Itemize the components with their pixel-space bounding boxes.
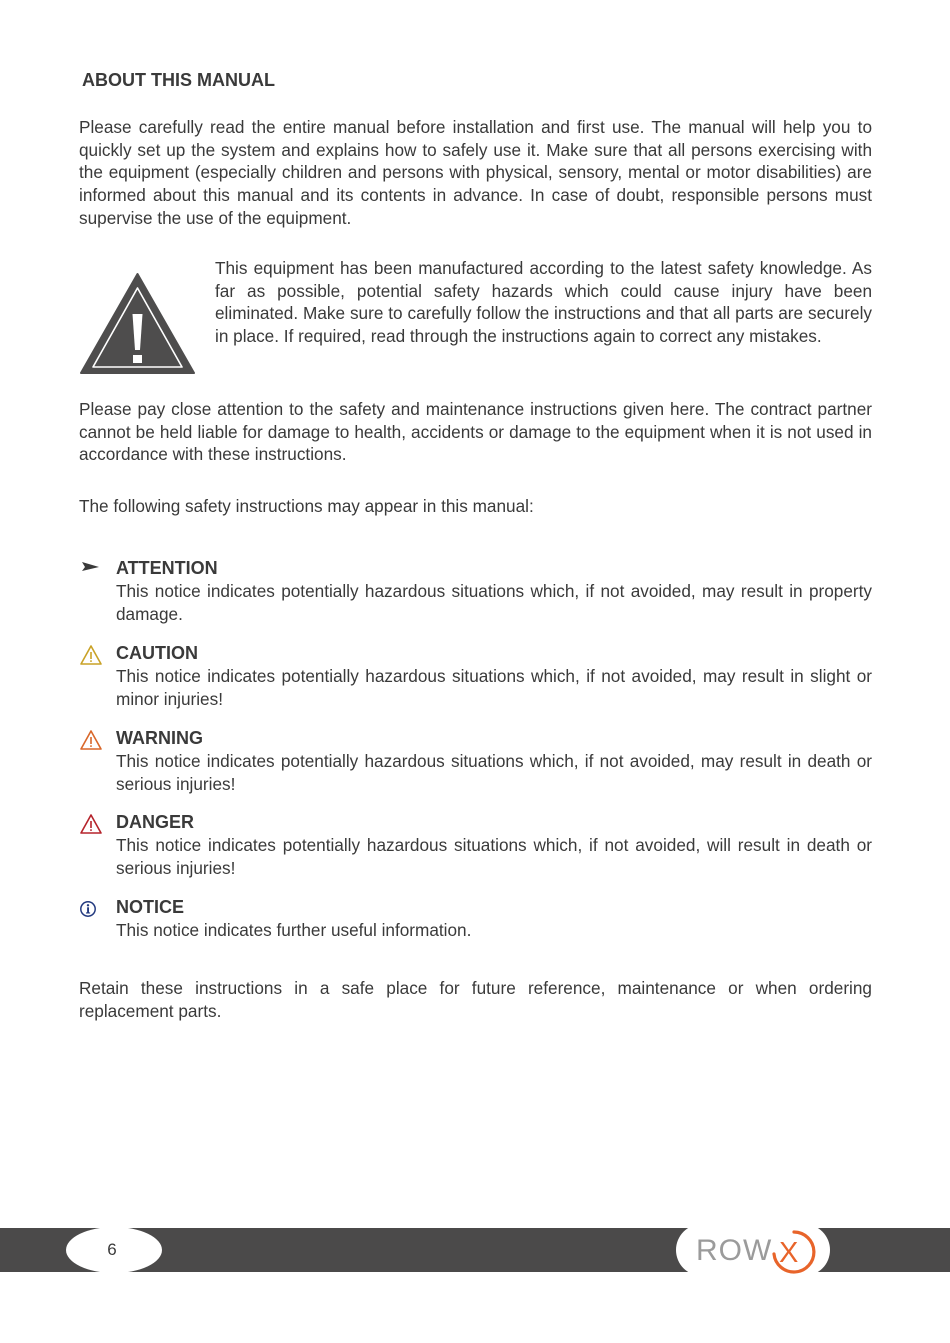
- retain-paragraph: Retain these instructions in a safe place for future reference, maintenance or when ordering replacement parts.: [79, 978, 872, 1021]
- list-intro: The following safety instructions may appear in this manual:: [79, 496, 534, 516]
- notice-text: This notice indicates potentially hazardous situations which, if not avoided, may result in death or serious injuries!: [116, 751, 872, 794]
- notice-title: NOTICE: [116, 897, 185, 917]
- notice-title: WARNING: [116, 728, 203, 748]
- safety-block-text: This equipment has been manufactured according to the latest safety knowledge. As far as possible, potential safety hazards which could cause injury have been eliminated. Make sure to carefully follow the instructions and that all parts are securely in place. If required, read through the instructions again to correct any mistakes.: [215, 258, 872, 347]
- logo-text: ROW: [696, 1234, 773, 1267]
- page-number: 6: [107, 1240, 117, 1259]
- liability-paragraph: Please pay close attention to the safety and maintenance instructions given here. The contract partner cannot be held liable for damage to health, accidents or damage to the equipment when it is not used in accordance with these instructions.: [79, 399, 872, 465]
- caution-triangle-icon: [79, 644, 103, 666]
- logo-accent: X: [779, 1237, 799, 1269]
- info-circle-icon: [79, 898, 103, 920]
- page-number-badge: [66, 1227, 162, 1273]
- notice-text: This notice indicates further useful information.: [116, 920, 472, 940]
- notice-text: This notice indicates potentially hazardous situations which, if not avoided, may result in slight or minor injuries!: [116, 666, 872, 709]
- notice-text: This notice indicates potentially hazardous situations which, if not avoided, will result in death or serious injuries!: [116, 835, 872, 878]
- notice-title: DANGER: [116, 812, 195, 832]
- danger-triangle-icon: [79, 813, 103, 835]
- arrow-right-icon: [79, 559, 103, 581]
- notice-title: ATTENTION: [116, 558, 218, 578]
- warning-triangle-icon: [79, 729, 103, 751]
- notice-title: CAUTION: [116, 643, 198, 663]
- section-heading: ABOUT THIS MANUAL: [82, 70, 275, 90]
- brand-logo: [676, 1224, 830, 1276]
- safety-block: [79, 257, 872, 377]
- intro-paragraph: Please carefully read the entire manual before installation and first use. The manual will help you to quickly set up the system and explains how to safely use it. Make sure that all persons exercising with the equipment (especially children and persons with physical, sensory, mental or motor disabilities) are informed about this manual and its contents in advance. In case of doubt, responsible persons must supervise the use of the equipment.: [79, 117, 872, 228]
- warning-triangle-icon: [79, 272, 196, 375]
- notice-text: This notice indicates potentially hazardous situations which, if not avoided, may result in property damage.: [116, 581, 872, 624]
